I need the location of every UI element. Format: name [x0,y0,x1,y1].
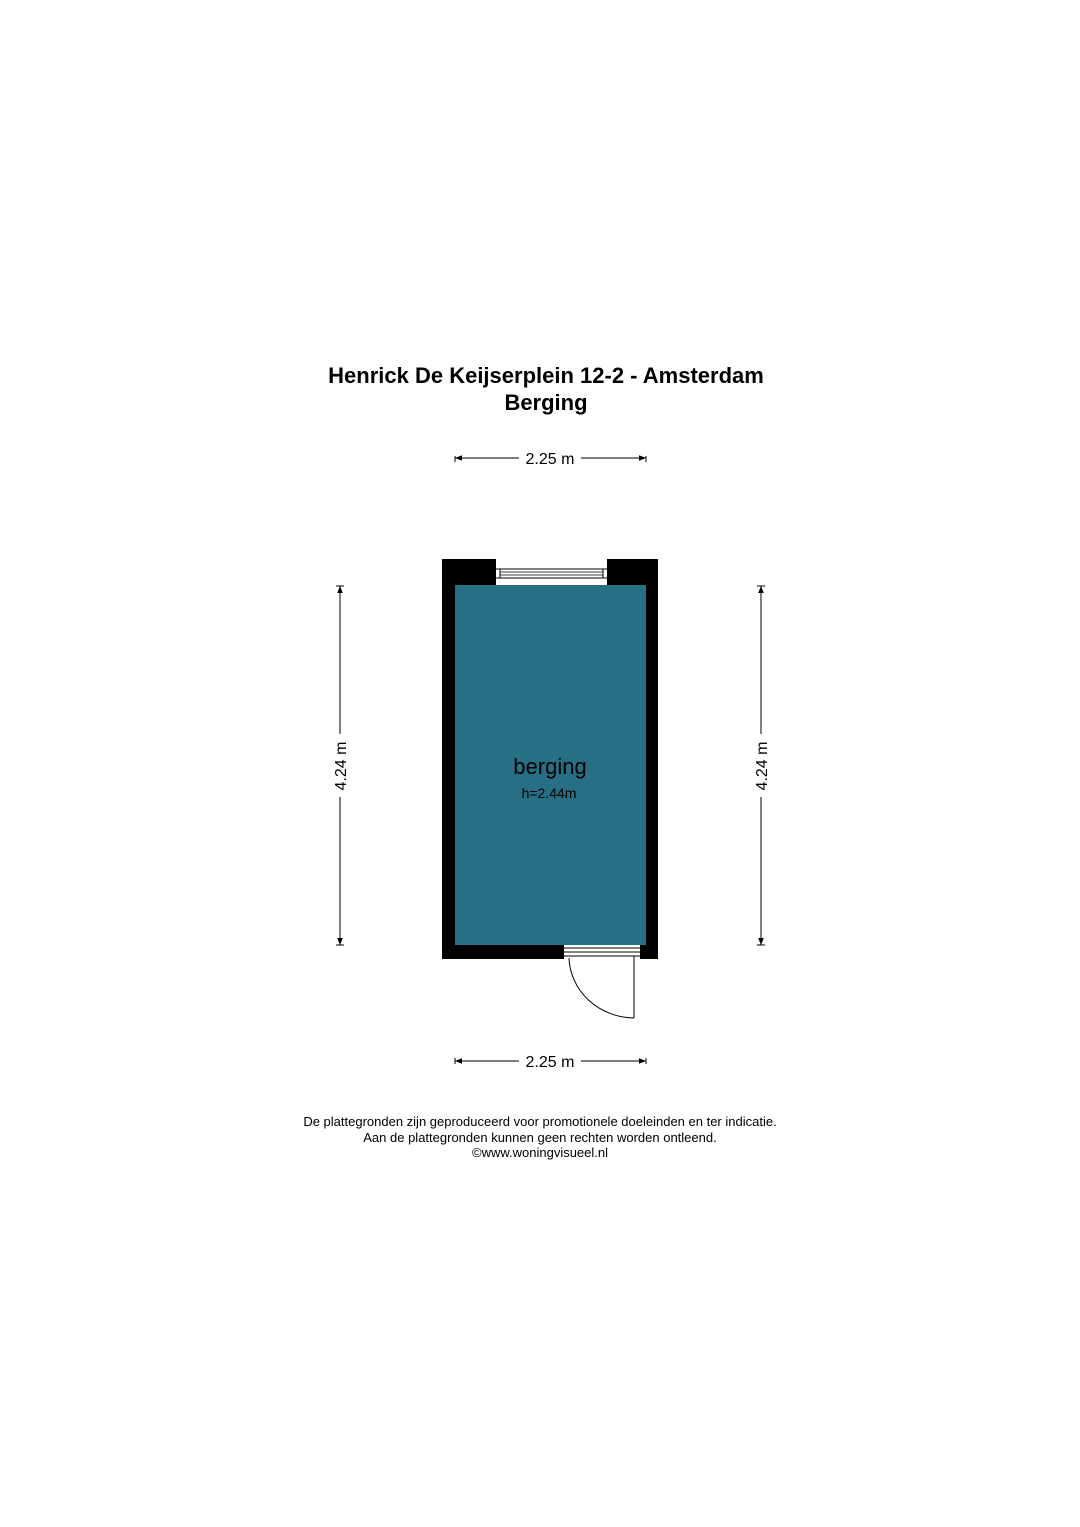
door-swing-arc [569,958,634,1018]
disclaimer [0,1114,1080,1161]
right-dimension [754,586,771,945]
room-height-label: h=2.44m [521,785,577,801]
right-dimension-label: 4.24 m [754,741,771,791]
disclaimer-line-2: Aan de plattegronden kunnen geen rechten worden ontleend. [363,1129,717,1145]
left-dimension-label: 4.24 m [333,741,350,791]
copyright-line: ©www.woningvisueel.nl [471,1145,609,1160]
top-dimension [455,451,646,468]
top-dimension-label: 2.25 m [525,451,575,468]
address-title: Henrick De Keijserplein 12-2 - Amsterdam [328,363,764,388]
floor-title: Berging [504,390,588,415]
left-dimension [333,586,350,945]
bottom-dimension [455,1054,646,1071]
room-name-label: berging [513,754,587,779]
bottom-dimension-label: 2.25 m [525,1054,575,1071]
disclaimer-line-1: De plattegronden zijn geproduceerd voor promotionele doeleinden en ter indicatie. [303,1114,777,1129]
